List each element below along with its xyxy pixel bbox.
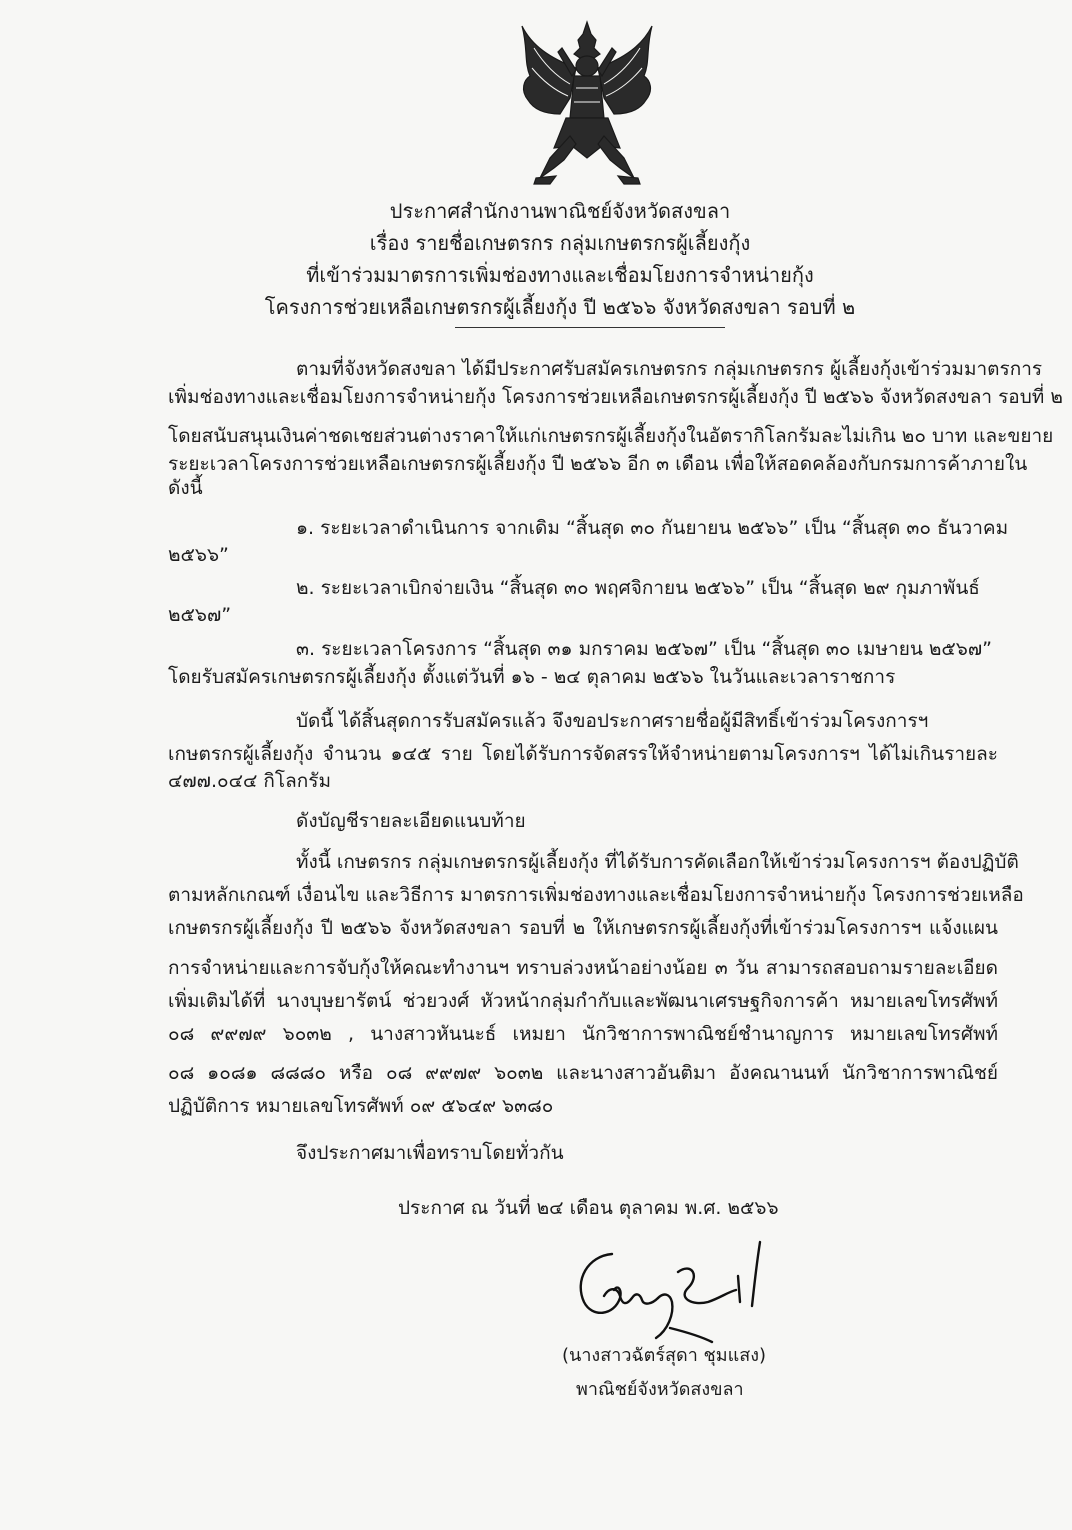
list-item-3: ๓. ระยะเวลาโครงการ “สิ้นสุด ๓๑ มกราคม ๒๕๖๗” เป็น “สิ้นสุด ๓๐ เมษายน ๒๕๖๗”: [296, 638, 992, 660]
paragraph-2-line: ๔๗๗.๐๔๔ กิโลกรัม: [168, 770, 331, 792]
list-item-2-cont: ๒๕๖๗”: [168, 604, 232, 626]
paragraph-1-line: เพิ่มช่องทางและเชื่อมโยงการจำหน่ายกุ้ง โครงการช่วยเหลือเกษตรกรผู้เลี้ยงกุ้ง ปี ๒๕๖๖ จังหวัดสงขลา รอบที่ ๒: [168, 386, 1063, 408]
header-line-4: โครงการช่วยเหลือเกษตรกรผู้เลี้ยงกุ้ง ปี ๒๕๖๖ จังหวัดสงขลา รอบที่ ๒: [264, 295, 856, 319]
paragraph-4-line: ทั้งนี้ เกษตรกร กลุ่มเกษตรกรผู้เลี้ยงกุ้ง ที่ได้รับการคัดเลือกให้เข้าร่วมโครงการฯ ต้องปฏิบัติ: [296, 851, 1019, 873]
paragraph-2-line: บัดนี้ ได้สิ้นสุดการรับสมัครแล้ว จึงขอประกาศรายชื่อผู้มีสิทธิ์เข้าร่วมโครงการฯ: [296, 710, 929, 732]
paragraph-4-line: ตามหลักเกณฑ์ เงื่อนไข และวิธีการ มาตรการเพิ่มช่องทางและเชื่อมโยงการจำหน่ายกุ้ง โครงการช่วยเหลือ: [168, 884, 1024, 906]
paragraph-3: ดังบัญชีรายละเอียดแนบท้าย: [296, 810, 526, 832]
header-divider: [455, 327, 725, 328]
paragraph-1-line: ตามที่จังหวัดสงขลา ได้มีประกาศรับสมัครเกษตรกร กลุ่มเกษตรกร ผู้เลี้ยงกุ้งเข้าร่วมมาตรการ: [296, 358, 1043, 380]
list-item-2: ๒. ระยะเวลาเบิกจ่ายเงิน “สิ้นสุด ๓๐ พฤศจิกายน ๒๕๖๖” เป็น “สิ้นสุด ๒๙ กุมภาพันธ์: [296, 577, 980, 599]
paragraph-4-line: ๐๘ ๑๐๘๑ ๘๘๘๐ หรือ ๐๘ ๙๙๗๙ ๖๐๓๒ และนางสาวอันติมา อังคณานนท์ นักวิชาการพาณิชย์: [168, 1062, 998, 1084]
list-item-1: ๑. ระยะเวลาดำเนินการ จากเดิม “สิ้นสุด ๓๐ กันยายน ๒๕๖๖” เป็น “สิ้นสุด ๓๐ ธันวาคม: [296, 517, 1009, 539]
paragraph-2-line: เกษตรกรผู้เลี้ยงกุ้ง จำนวน ๑๔๕ ราย โดยได้รับการจัดสรรให้จำหน่ายตามโครงการฯ ได้ไม่เกินรายละ: [168, 743, 998, 765]
header-line-1: ประกาศสำนักงานพาณิชย์จังหวัดสงขลา: [389, 199, 731, 223]
paragraph-4-line: การจำหน่ายและการจับกุ้งให้คณะทำงานฯ ทราบล่วงหน้าอย่างน้อย ๓ วัน สามารถสอบถามรายละเอียด: [168, 957, 998, 979]
closing-line: จึงประกาศมาเพื่อทราบโดยทั่วกัน: [296, 1142, 564, 1164]
header-line-3: ที่เข้าร่วมมาตรการเพิ่มช่องทางและเชื่อมโยงการจำหน่ายกุ้ง: [306, 263, 814, 287]
list-item-1-cont: ๒๕๖๖”: [168, 544, 229, 566]
paragraph-4-line: ปฏิบัติการ หมายเลขโทรศัพท์ ๐๙ ๕๖๔๙ ๖๓๘๐: [168, 1095, 554, 1117]
header-subject: เรื่อง รายชื่อเกษตรกร กลุ่มเกษตรกรผู้เลี้ยงกุ้ง: [369, 231, 751, 255]
signatory-title: พาณิชย์จังหวัดสงขลา: [576, 1379, 744, 1400]
date-line: ประกาศ ณ วันที่ ๒๔ เดือน ตุลาคม พ.ศ. ๒๕๖๖: [398, 1197, 779, 1219]
paragraph-4-line: เพิ่มเติมได้ที่ นางบุษยารัตน์ ช่วยวงศ์ หัวหน้ากลุ่มกำกับและพัฒนาเศรษฐกิจการค้า หมายเลขโทรศัพท์: [168, 990, 998, 1012]
signatory-name: (นางสาวฉัตร์สุดา ชุมแสง): [562, 1345, 767, 1366]
garuda-emblem-icon: [510, 18, 665, 188]
paragraph-1-line: ระยะเวลาโครงการช่วยเหลือเกษตรกรผู้เลี้ยงกุ้ง ปี ๒๕๖๖ อีก ๓ เดือน เพื่อให้สอดคล้องกับกรมการค้าภายใน: [168, 453, 1028, 475]
paragraph-1-line: ดังนี้: [168, 477, 203, 499]
paragraph-4-line: เกษตรกรผู้เลี้ยงกุ้ง ปี ๒๕๖๖ จังหวัดสงขลา รอบที่ ๒ ให้เกษตรกรผู้เลี้ยงกุ้งที่เข้าร่วมโครงการฯ แจ้งแผน: [168, 917, 998, 939]
paragraph-4-line: ๐๘ ๙๙๗๙ ๖๐๓๒ , นางสาวหันนะธ์ เหมยา นักวิชาการพาณิชย์ชำนาญการ หมายเลขโทรศัพท์: [168, 1023, 998, 1045]
list-item-3-cont: โดยรับสมัครเกษตรกรผู้เลี้ยงกุ้ง ตั้งแต่วันที่ ๑๖ - ๒๔ ตุลาคม ๒๕๖๖ ในวันและเวลาราชการ: [168, 666, 896, 688]
paragraph-1-line: โดยสนับสนุนเงินค่าชดเชยส่วนต่างราคาให้แก่เกษตรกรผู้เลี้ยงกุ้งในอัตรากิโลกรัมละไม่เกิน ๒๐ บาท และขยาย: [168, 425, 1054, 447]
